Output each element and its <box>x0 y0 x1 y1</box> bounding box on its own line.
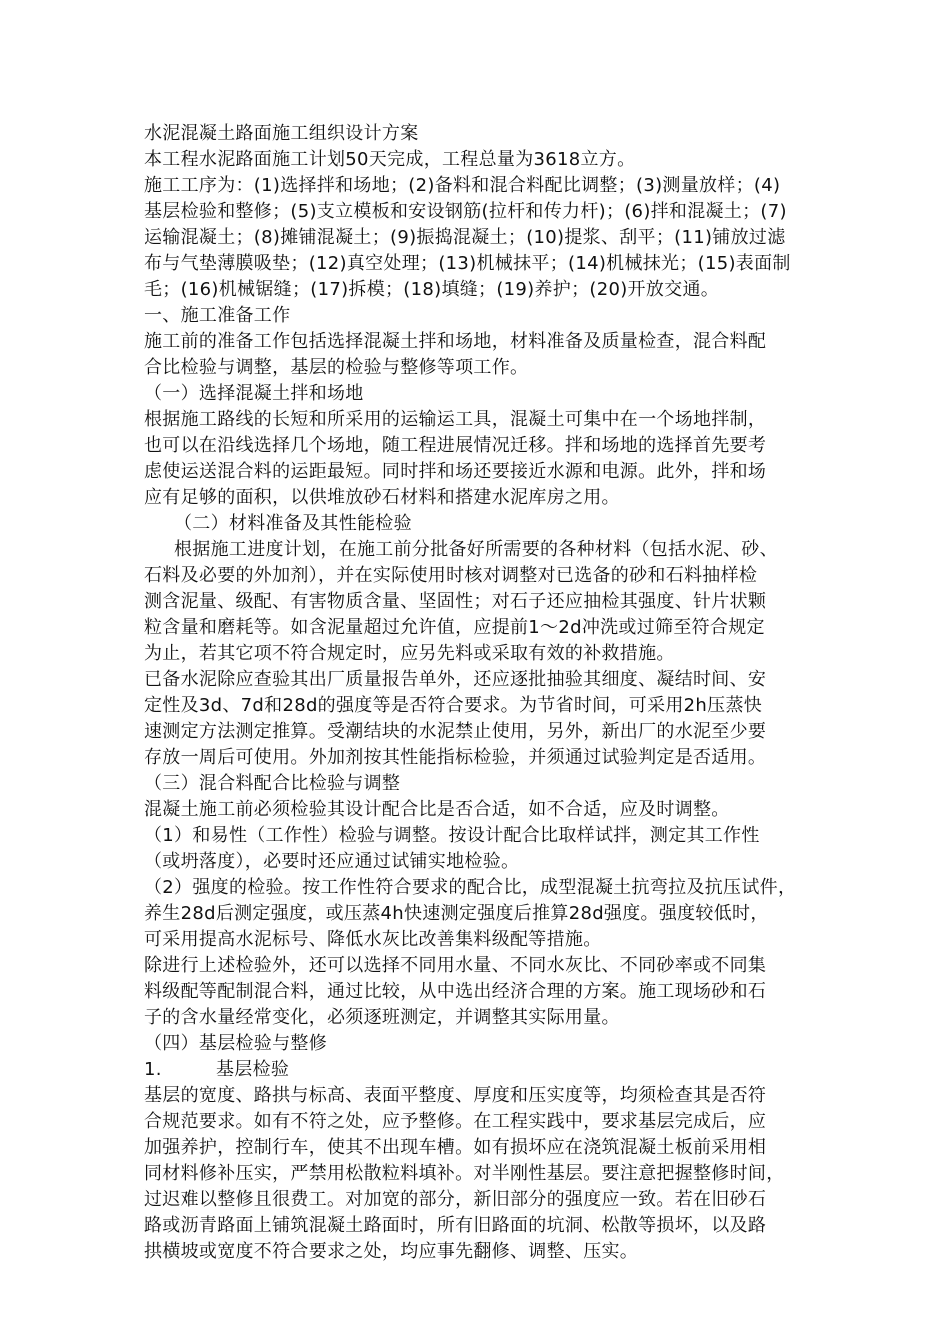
text-line: 合规范要求。如有不符之处，应予整修。在工程实践中，要求基层完成后，应 <box>144 1111 767 1132</box>
text-line: 布与气垫薄膜吸垫；(12)真空处理；(13)机械抹平；(14)机械抹光；(15)表面制 <box>144 253 791 274</box>
text-line: 混凝土施工前必须检验其设计配合比是否合适，如不合适，应及时调整。 <box>144 799 730 820</box>
text-line: 虑使运送混合料的运距最短。同时拌和场还要接近水源和电源。此外，拌和场 <box>144 461 767 482</box>
numbered-heading <box>144 1057 814 1083</box>
text-line: 根据施工路线的长短和所采用的运输运工具，混凝土可集中在一个场地拌制， <box>144 409 767 430</box>
text-line: 石料及必要的外加剂），并在实际使用时核对调整对已选备的砂和石料抽样检 <box>144 565 758 586</box>
subsection-heading: （四）基层检验与整修 <box>144 1033 327 1054</box>
list-number: 1. <box>144 1059 162 1080</box>
text-line: 料级配等配制混合料，通过比较，从中选出经济合理的方案。施工现场砂和石 <box>144 981 767 1002</box>
text-line: 过迟难以整修且很费工。对加宽的部分，新旧部分的强度应一致。若在旧砂石 <box>144 1189 767 1210</box>
text-line: 拱横坡或宽度不符合要求之处，均应事先翻修、调整、压实。 <box>144 1241 639 1262</box>
subsection-heading: （二）材料准备及其性能检验 <box>174 513 412 534</box>
subsection-heading: （三）混合料配合比检验与调整 <box>144 773 401 794</box>
text-line: 定性及3d、7d和28d的强度等是否符合要求。为节省时间，可采用2h压蒸快 <box>144 695 763 716</box>
text-line: 根据施工进度计划，在施工前分批备好所需要的各种材料（包括水泥、砂、 <box>174 539 778 560</box>
text-line: 运输混凝土；(8)摊铺混凝土；(9)振捣混凝土；(10)提浆、刮平；(11)铺放过滤 <box>144 227 786 248</box>
text-line: 粒含量和磨耗等。如含泥量超过允许值，应提前1～2d冲洗或过筛至符合规定 <box>144 617 765 638</box>
text-line: 养生28d后测定强度，或压蒸4h快速测定强度后推算28d强度。强度较低时， <box>144 903 769 924</box>
text-line: 路或沥青路面上铺筑混凝土路面时，所有旧路面的坑洞、松散等损坏，以及路 <box>144 1215 767 1236</box>
subsection-heading: （一）选择混凝土拌和场地 <box>144 383 364 404</box>
text-line: 本工程水泥路面施工计划50天完成，工程总量为3618立方。 <box>144 149 636 170</box>
text-line: 基层检验和整修；(5)支立模板和安设钢筋(拉杆和传力杆)；(6)拌和混凝土；(7) <box>144 201 787 222</box>
text-line: 可采用提高水泥标号、降低水灰比改善集料级配等措施。 <box>144 929 602 950</box>
text-line: （2）强度的检验。按工作性符合要求的配合比，成型混凝土抗弯拉及抗压试件， <box>144 877 797 898</box>
text-line: 毛；(16)机械锯缝；(17)拆模；(18)填缝；(19)养护；(20)开放交通。 <box>144 279 720 300</box>
text-line: 施工前的准备工作包括选择混凝土拌和场地，材料准备及质量检查，混合料配 <box>144 331 767 352</box>
text-line: 也可以在沿线选择几个场地，随工程进展情况迁移。拌和场地的选择首先要考 <box>144 435 767 456</box>
text-line: （或坍落度），必要时还应通过试铺实地检验。 <box>144 851 520 872</box>
text-line: 应有足够的面积，以供堆放砂石材料和搭建水泥库房之用。 <box>144 487 620 508</box>
text-line: 存放一周后可使用。外加剂按其性能指标检验，并须通过试验判定是否适用。 <box>144 747 767 768</box>
numbered-heading-text: 基层检验 <box>216 1059 290 1080</box>
text-line: （1）和易性（工作性）检验与调整。按设计配合比取样试拌，测定其工作性 <box>144 825 760 846</box>
text-line: 除进行上述检验外，还可以选择不同用水量、不同水灰比、不同砂率或不同集 <box>144 955 767 976</box>
text-line: 基层的宽度、路拱与标高、表面平整度、厚度和压实度等，均须检查其是否符 <box>144 1085 767 1106</box>
document-title: 水泥混凝土路面施工组织设计方案 <box>144 123 419 144</box>
text-line: 已备水泥除应查验其出厂质量报告单外，还应逐批抽验其细度、凝结时间、安 <box>144 669 767 690</box>
text-line: 速测定方法测定推算。受潮结块的水泥禁止使用，另外，新出厂的水泥至少要 <box>144 721 767 742</box>
text-line: 子的含水量经常变化，必须逐班测定，并调整其实际用量。 <box>144 1007 620 1028</box>
text-line: 施工工序为：(1)选择拌和场地；(2)备料和混合料配比调整；(3)测量放样；(4) <box>144 175 781 196</box>
text-line: 为止，若其它项不符合规定时，应另先料或采取有效的补救措施。 <box>144 643 675 664</box>
text-line: 加强养护，控制行车，使其不出现车槽。如有损坏应在浇筑混凝土板前采用相 <box>144 1137 767 1158</box>
text-line: 同材料修补压实，严禁用松散粒料填补。对半刚性基层。要注意把握整修时间， <box>144 1163 785 1184</box>
text-line: 测含泥量、级配、有害物质含量、坚固性；对石子还应抽检其强度、针片状颗 <box>144 591 767 612</box>
document-body <box>144 121 814 1265</box>
text-line: 合比检验与调整，基层的检验与整修等项工作。 <box>144 357 529 378</box>
section-heading: 一、施工准备工作 <box>144 305 291 326</box>
